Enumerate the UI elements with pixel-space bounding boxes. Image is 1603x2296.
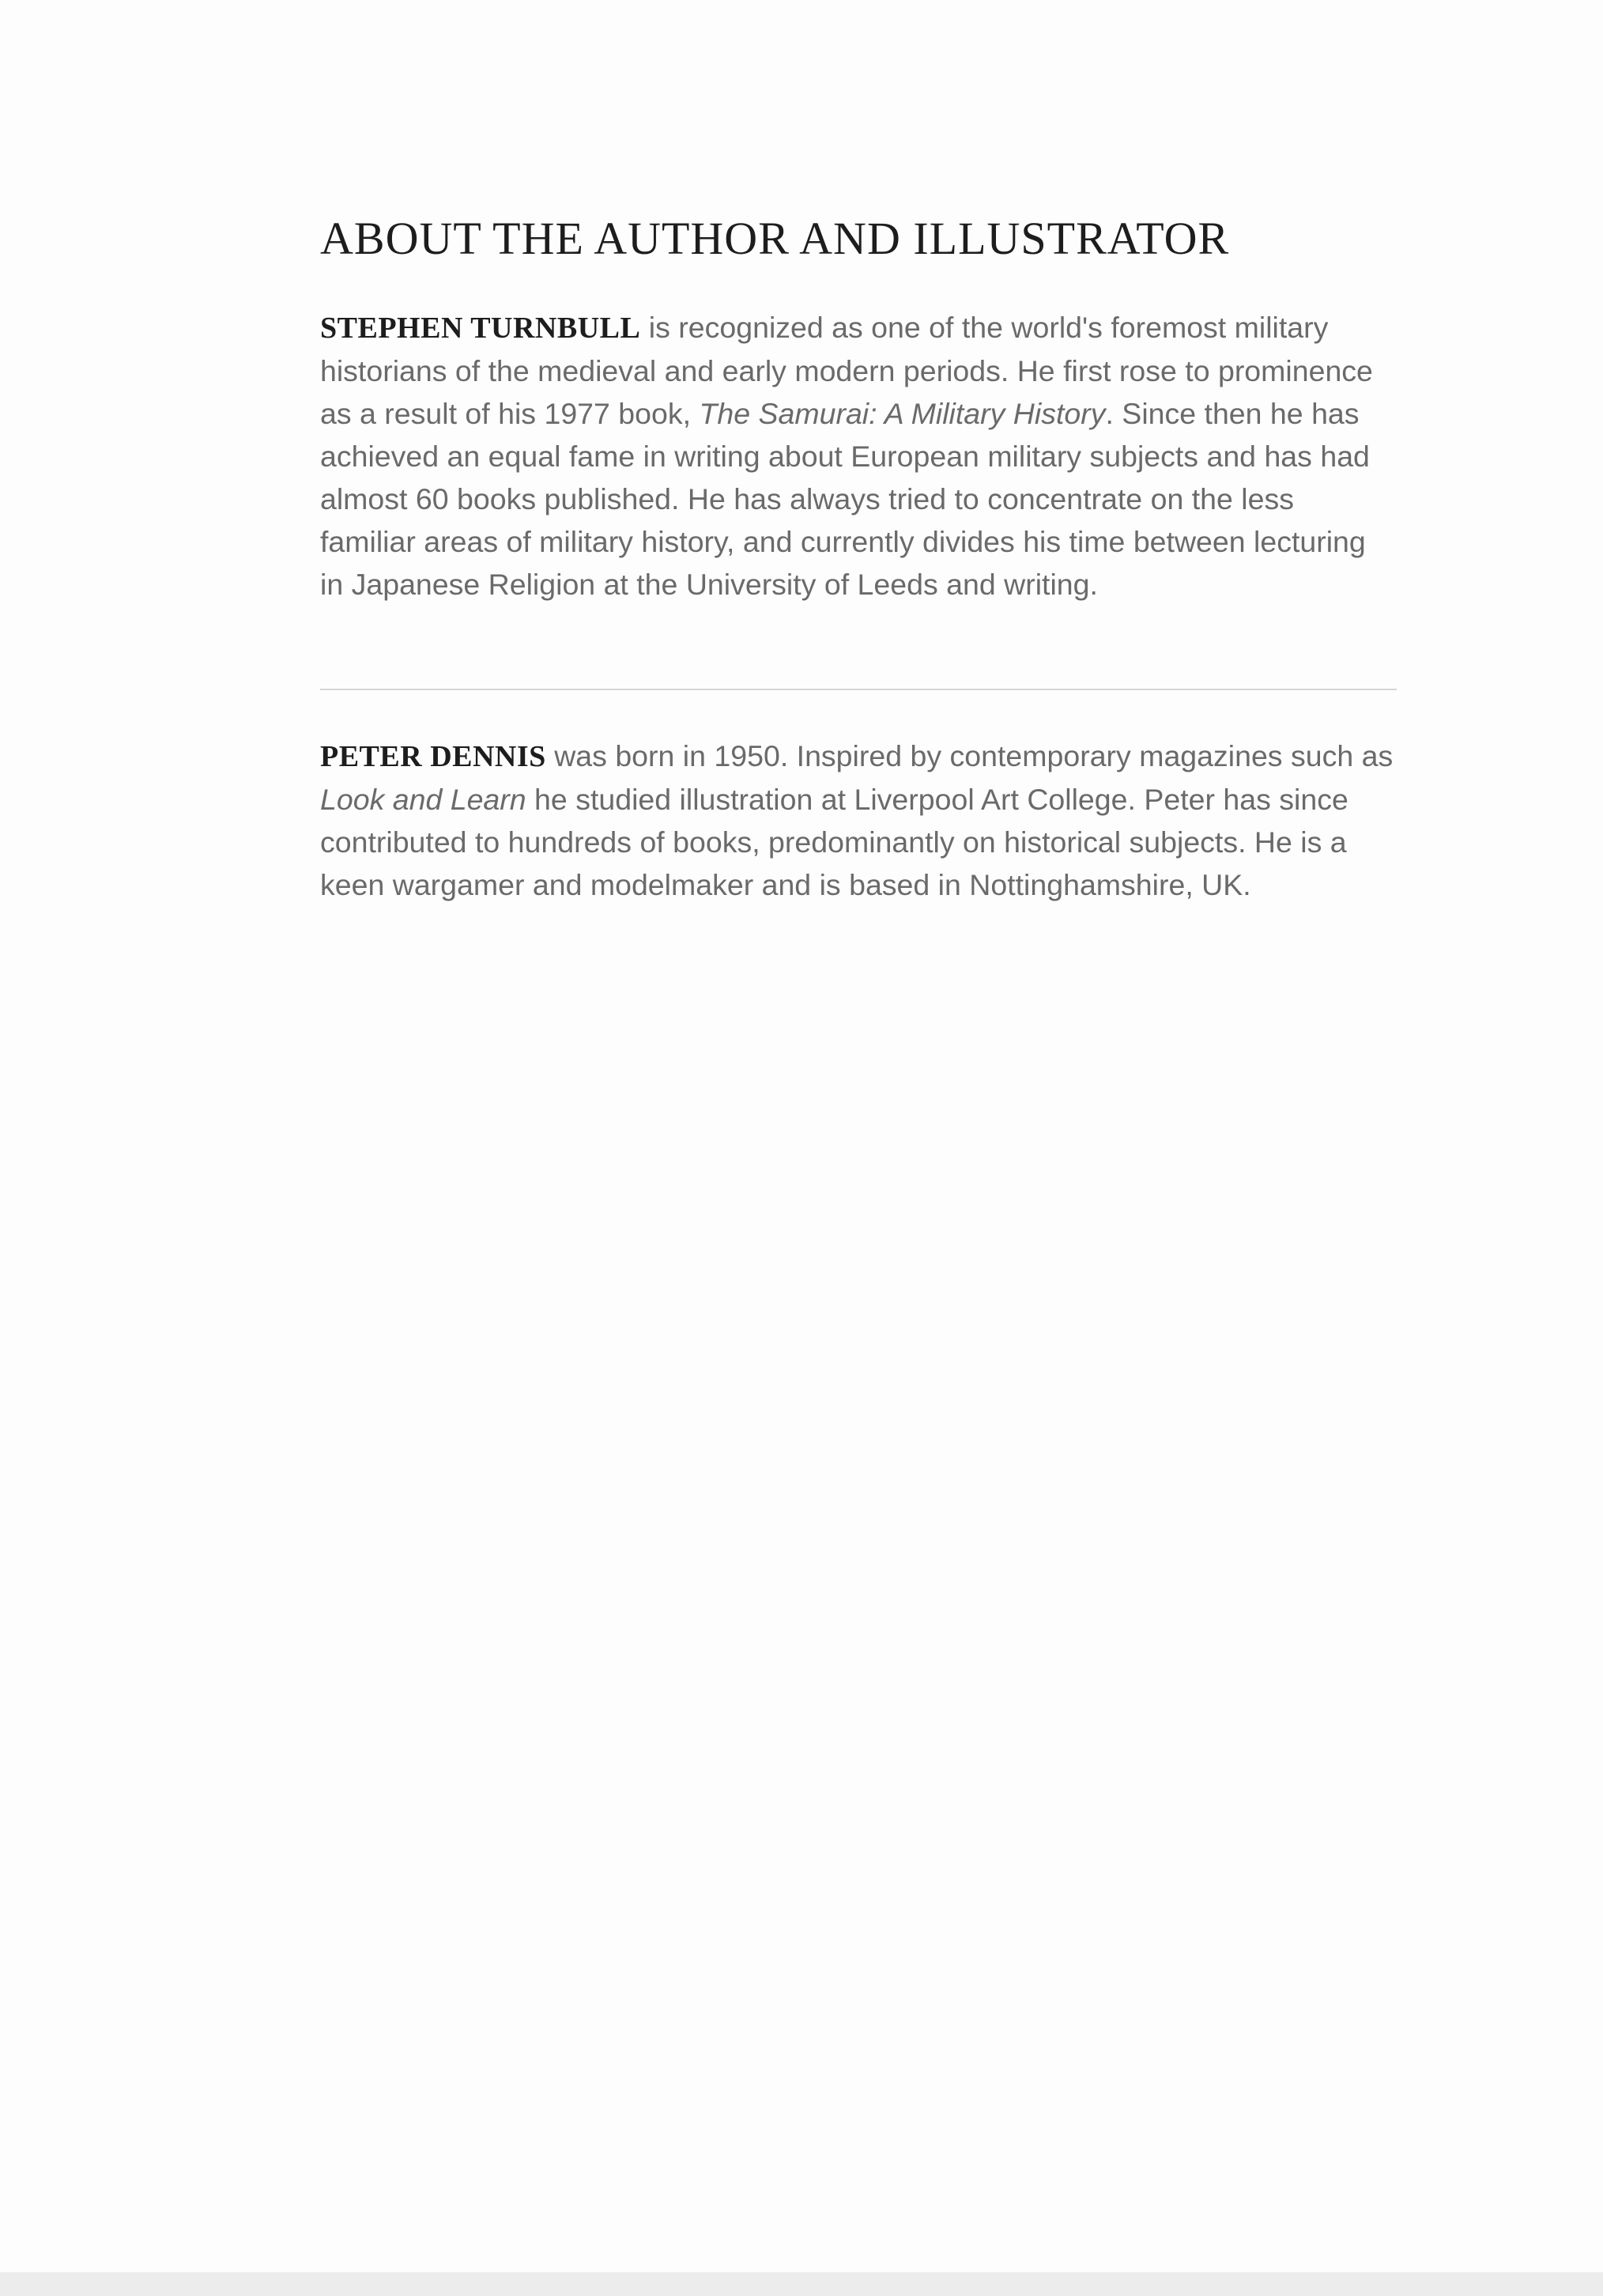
author-bio-text-part-2: . Since then he has achieved an equal fame in writing about European military subjects and has had almost 60 books published. He has always tried to concentrate on the less familiar areas of military history, and currently divides his time between lecturing in Japanese Religion at the University of Leeds and writing. — [320, 397, 1370, 601]
section-divider — [320, 689, 1397, 690]
author-name: STEPHEN TURNBULL — [320, 312, 641, 345]
illustrator-magazine-title: Look and Learn — [320, 783, 526, 816]
author-bio-text-part-1: is recognized as one of the world's foremost military historians of the medieval and early modern periods. He first rose to prominence as a result of his 1977 book, — [320, 311, 1373, 430]
author-book-title: The Samurai: A Military History — [699, 397, 1106, 430]
illustrator-bio-text-part-2: he studied illustration at Liverpool Art College. Peter has since contributed to hundreds of books, predominantly on historical subjects. He is a keen wargamer and modelmaker and is based in Nottinghamshire, UK. — [320, 783, 1348, 901]
scan-edge-strip — [0, 2272, 1603, 2296]
author-biography — [320, 306, 1395, 606]
illustrator-bio-text-part-1: was born in 1950. Inspired by contemporary magazines such as — [545, 739, 1394, 772]
page-title: ABOUT THE AUTHOR AND ILLUSTRATOR — [320, 213, 1230, 264]
illustrator-name: PETER DENNIS — [320, 740, 546, 773]
illustrator-biography — [320, 734, 1395, 906]
